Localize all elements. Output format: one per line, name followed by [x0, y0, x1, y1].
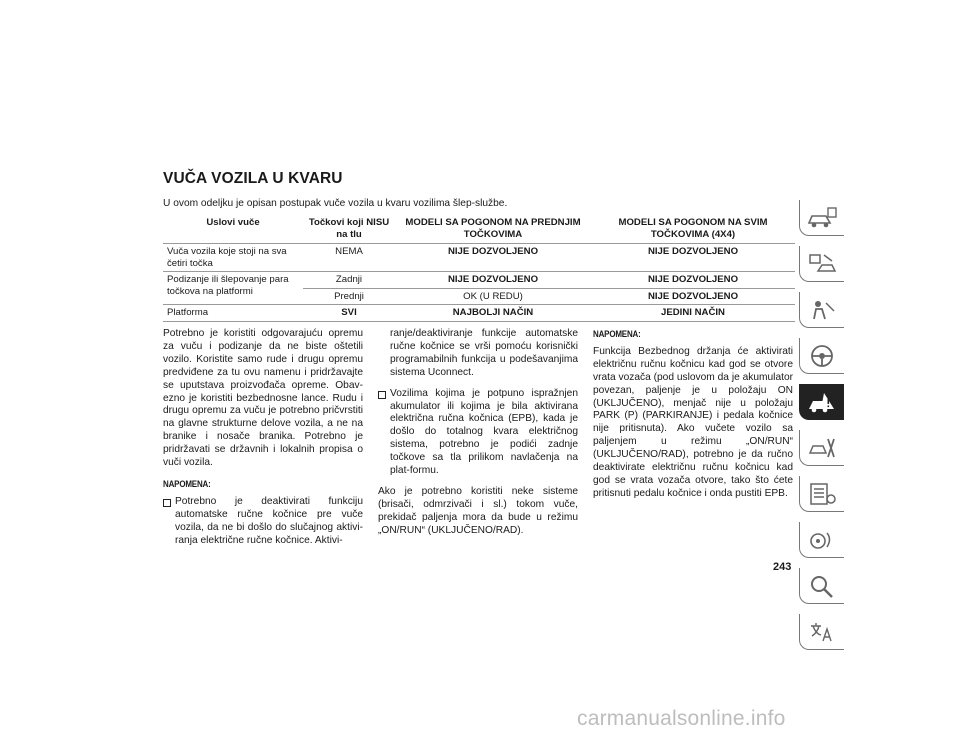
cell-fwd: NIJE DOZVOLJENO: [395, 244, 591, 272]
tab-multimedia[interactable]: [799, 522, 844, 558]
body-paragraph: Ako je potrebno koristiti neke sisteme (brisači, odmrzivači i sl.) tokom vuče, prekidač paljenja mora da bude u režimu „ON/RUN“ (UKLJUČENO/RAD).: [378, 485, 578, 536]
cell-awd: NIJE DOZVOLJENO: [591, 272, 795, 289]
cell-awd: NIJE DOZVOLJENO: [591, 288, 795, 305]
page-number: 243: [773, 561, 792, 573]
cell-awd: NIJE DOZVOLJENO: [591, 244, 795, 272]
text-column-1: [163, 328, 363, 556]
tab-car-controls[interactable]: [799, 246, 844, 282]
cell-awd: JEDINI NAČIN: [591, 305, 795, 322]
table-header-row: [163, 216, 795, 244]
towing-table: [163, 216, 795, 322]
intro-text: U ovom odeljku je opisan postupak vuče vozila u kvaru vozilima šlep-službe.: [163, 198, 508, 209]
body-paragraph: Potrebno je koristiti odgovarajuću opremu za vuču i podizanje da ne biste oštetili vozilo. Koristite samo rude i drugu opremu predviđene za tu ovu namenu i pridržavajte se uputstava proizvođača opreme. Obav-ezno je koristiti bezbednosne lance. Rudu i drugu opremu za vuču je potrebno pričvrstiti na glavne strukturne delove vozila, a ne na branike i nosače branika. Potrebno je pridržavati se državnih i lokalnih propisa o vuči vozila.: [163, 328, 363, 469]
text-column-3: [593, 328, 793, 509]
cell-wheels: Prednji: [303, 288, 395, 305]
cell-wheels: SVI: [303, 305, 395, 322]
search-index-icon: [806, 573, 838, 599]
bullet-text: ranje/deaktiviranje funkcije automatske ručne kočnice se vrši pomoću korisnički programabilnih funkcija u podešavanjima sistema Uconnect.: [390, 328, 578, 378]
header-fwd-models: MODELI SA POGONOM NA PREDNJIM TOČKOVIMA: [395, 216, 591, 244]
tab-specs[interactable]: [799, 476, 844, 512]
tab-index[interactable]: [799, 568, 844, 604]
tab-car-info[interactable]: [799, 200, 844, 236]
car-info-icon: [806, 205, 838, 231]
cell-fwd: NAJBOLJI NAČIN: [395, 305, 591, 322]
table-row: [163, 244, 795, 272]
table-row: [163, 272, 795, 289]
note-label: NAPOMENA:: [593, 328, 641, 339]
tab-languages[interactable]: [799, 614, 844, 650]
bullet-item: [163, 496, 363, 548]
steering-wheel-icon: [806, 343, 838, 369]
tab-driving[interactable]: [799, 338, 844, 374]
header-towing-condition: Uslovi vuče: [163, 216, 303, 244]
cell-fwd: NIJE DOZVOLJENO: [395, 272, 591, 289]
multimedia-icon: [806, 527, 838, 553]
tab-safety[interactable]: [799, 292, 844, 328]
tab-emergency[interactable]: [799, 384, 844, 420]
service-tools-icon: [806, 435, 838, 461]
bullet-text: Potrebno je deaktivirati funkciju automatske ručne kočnice pre vuče vozila, da ne bi došlo do slučajnog aktivi-ranja električne ručne kočnice. Aktivi-: [175, 495, 363, 546]
languages-icon: [806, 619, 838, 645]
specs-list-icon: [806, 481, 838, 507]
text-column-2: [378, 328, 578, 546]
header-wheels-off-ground: Točkovi koji NISU na tlu: [303, 216, 395, 244]
cell-condition: Vuča vozila koje stoji na sva četiri točka: [163, 244, 303, 272]
car-controls-icon: [806, 251, 838, 277]
bullet-square-icon: [378, 391, 386, 399]
side-tabs: [799, 200, 844, 660]
table-row: [163, 305, 795, 322]
cell-wheels: NEMA: [303, 244, 395, 272]
page-title: VUČA VOZILA U KVARU: [163, 170, 343, 187]
bullet-item-continued: [378, 328, 578, 380]
watermark: carmanualsonline.info: [577, 707, 786, 730]
body-paragraph: Funkcija Bezbednog držanja će aktivirati električnu ručnu kočnicu kad god se otvore vrata vozača (pod uslovom da je akumulator povezan, paljenje je u položaju ON (UKLJUČENO), menjač nije u položaju PARK (P) (PARKIRANJE) i pedala kočnice nije pritisnuta). Ako vučete vozilo sa paljenjem u režimu „ON/RUN“ (UKLJUČENO/RAD), potrebno je da ručno deaktivirate električnu ručnu kočnicu kad god se vrata vozača otvore, tako što ćete pritisnuti pedalu kočnice i onda pustiti EPB.: [593, 345, 793, 499]
note-label: NAPOMENA:: [163, 477, 211, 489]
header-awd-models: MODELI SA POGONOM NA SVIM TOČKOVIMA (4X4): [591, 216, 795, 244]
bullet-square-icon: [163, 499, 171, 507]
emergency-tow-icon: [806, 389, 838, 415]
bullet-item: [378, 388, 578, 478]
cell-fwd: OK (U REDU): [395, 288, 591, 305]
bullet-text: Vozilima kojima je potpuno ispražnjen akumulator ili kojima je bila aktivirana električna ručna kočnica (EPB), kada je došlo do totalnog kvara električnog sistema, potrebno je podići zadnje točkove sa tla prilikom navlačenja na plat-formu.: [390, 387, 578, 477]
cell-condition: Platforma: [163, 305, 303, 322]
tab-service[interactable]: [799, 430, 844, 466]
cell-condition: Podizanje ili šlepovanje para točkova na platformi: [163, 272, 303, 305]
safety-icon: [806, 297, 838, 323]
cell-wheels: Zadnji: [303, 272, 395, 289]
